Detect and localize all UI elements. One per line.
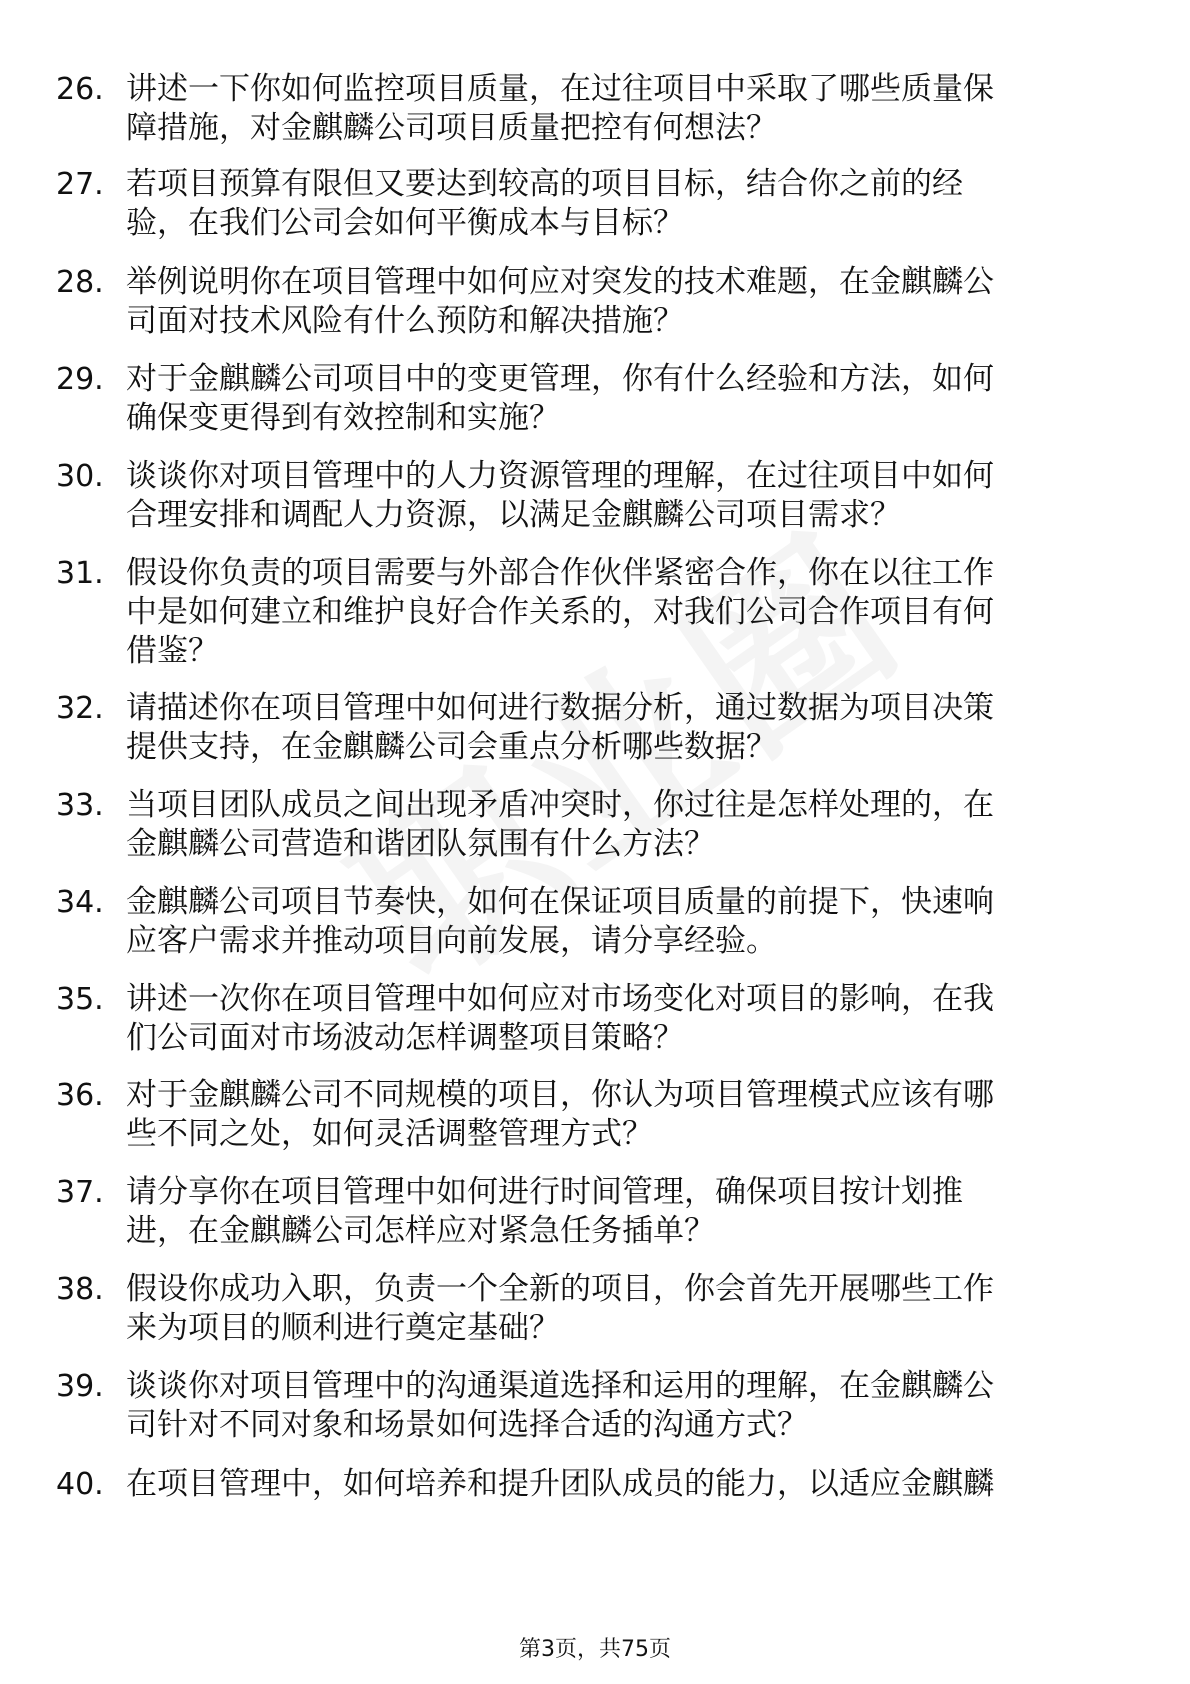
- question-number: 30.: [56, 459, 104, 494]
- question-line: 些不同之处，如何灵活调整管理方式？: [126, 1116, 653, 1152]
- question-line: 金麒麟公司项目节奏快，如何在保证项目质量的前提下，快速响: [126, 884, 994, 920]
- question-line: 讲述一下你如何监控项目质量，在过往项目中采取了哪些质量保: [126, 71, 994, 107]
- question-line: 进，在金麒麟公司怎样应对紧急任务插单？: [126, 1213, 715, 1249]
- question-line: 来为项目的顺利进行奠定基础？: [126, 1310, 560, 1346]
- question-text: [126, 883, 1116, 961]
- question-text: [126, 1270, 1116, 1348]
- question-text: [126, 1173, 1116, 1251]
- question-number: 40.: [56, 1467, 104, 1502]
- question-text: [126, 457, 1116, 535]
- question-number: 39.: [56, 1369, 104, 1404]
- question-text: [126, 360, 1116, 438]
- question-line: 对于金麒麟公司项目中的变更管理，你有什么经验和方法，如何: [126, 361, 994, 397]
- question-line: 合理安排和调配人力资源，以满足金麒麟公司项目需求？: [126, 497, 901, 533]
- question-line: 谈谈你对项目管理中的人力资源管理的理解，在过往项目中如何: [126, 458, 994, 494]
- question-line: 讲述一次你在项目管理中如何应对市场变化对项目的影响，在我: [126, 981, 994, 1017]
- question-line: 假设你负责的项目需要与外部合作伙伴紧密合作，你在以往工作: [126, 555, 994, 591]
- question-text: [126, 554, 1116, 671]
- question-line: 应客户需求并推动项目向前发展，请分享经验。: [126, 923, 777, 959]
- question-line: 验，在我们公司会如何平衡成本与目标？: [126, 205, 684, 241]
- page-footer: [0, 1636, 1190, 1664]
- question-text: [126, 786, 1116, 864]
- question-text: [126, 980, 1116, 1058]
- question-line: 谈谈你对项目管理中的沟通渠道选择和运用的理解，在金麒麟公: [126, 1368, 994, 1404]
- question-text: [126, 689, 1116, 767]
- question-text: [126, 165, 1116, 243]
- question-number: 28.: [56, 265, 104, 300]
- question-line: 障措施，对金麒麟公司项目质量把控有何想法？: [126, 110, 777, 146]
- question-number: 31.: [56, 556, 104, 591]
- question-number: 32.: [56, 691, 104, 726]
- question-line: 假设你成功入职，负责一个全新的项目，你会首先开展哪些工作: [126, 1271, 994, 1307]
- question-number: 35.: [56, 982, 104, 1017]
- question-line: 金麒麟公司营造和谐团队氛围有什么方法？: [126, 826, 715, 862]
- question-text: [126, 70, 1116, 148]
- question-number: 36.: [56, 1078, 104, 1113]
- question-text: [126, 1076, 1116, 1154]
- question-line: 若项目预算有限但又要达到较高的项目目标，结合你之前的经: [126, 166, 963, 202]
- question-line: 中是如何建立和维护良好合作关系的，对我们公司合作项目有何: [126, 594, 994, 630]
- question-line: 司针对不同对象和场景如何选择合适的沟通方式？: [126, 1407, 808, 1443]
- question-line: 当项目团队成员之间出现矛盾冲突时，你过往是怎样处理的，在: [126, 787, 994, 823]
- question-line: 借鉴？: [126, 633, 219, 669]
- question-text: [126, 263, 1116, 341]
- question-line: 在项目管理中，如何培养和提升团队成员的能力，以适应金麒麟: [126, 1466, 994, 1502]
- question-line: 司面对技术风险有什么预防和解决措施？: [126, 303, 684, 339]
- question-number: 29.: [56, 362, 104, 397]
- question-number: 34.: [56, 885, 104, 920]
- question-line: 提供支持，在金麒麟公司会重点分析哪些数据？: [126, 729, 777, 765]
- question-number: 27.: [56, 167, 104, 202]
- question-text: [126, 1367, 1116, 1445]
- question-line: 举例说明你在项目管理中如何应对突发的技术难题，在金麒麟公: [126, 264, 994, 300]
- question-number: 37.: [56, 1175, 104, 1210]
- question-line: 们公司面对市场波动怎样调整项目策略？: [126, 1020, 684, 1056]
- question-line: 请分享你在项目管理中如何进行时间管理，确保项目按计划推: [126, 1174, 963, 1210]
- question-line: 对于金麒麟公司不同规模的项目，你认为项目管理模式应该有哪: [126, 1077, 994, 1113]
- question-number: 38.: [56, 1272, 104, 1307]
- question-line: 确保变更得到有效控制和实施？: [126, 400, 560, 436]
- question-number: 33.: [56, 788, 104, 823]
- question-line: 请描述你在项目管理中如何进行数据分析，通过数据为项目决策: [126, 690, 994, 726]
- page-number-label: 第3页，共75页: [519, 1637, 671, 1662]
- question-text: [126, 1465, 1116, 1504]
- question-number: 26.: [56, 72, 104, 107]
